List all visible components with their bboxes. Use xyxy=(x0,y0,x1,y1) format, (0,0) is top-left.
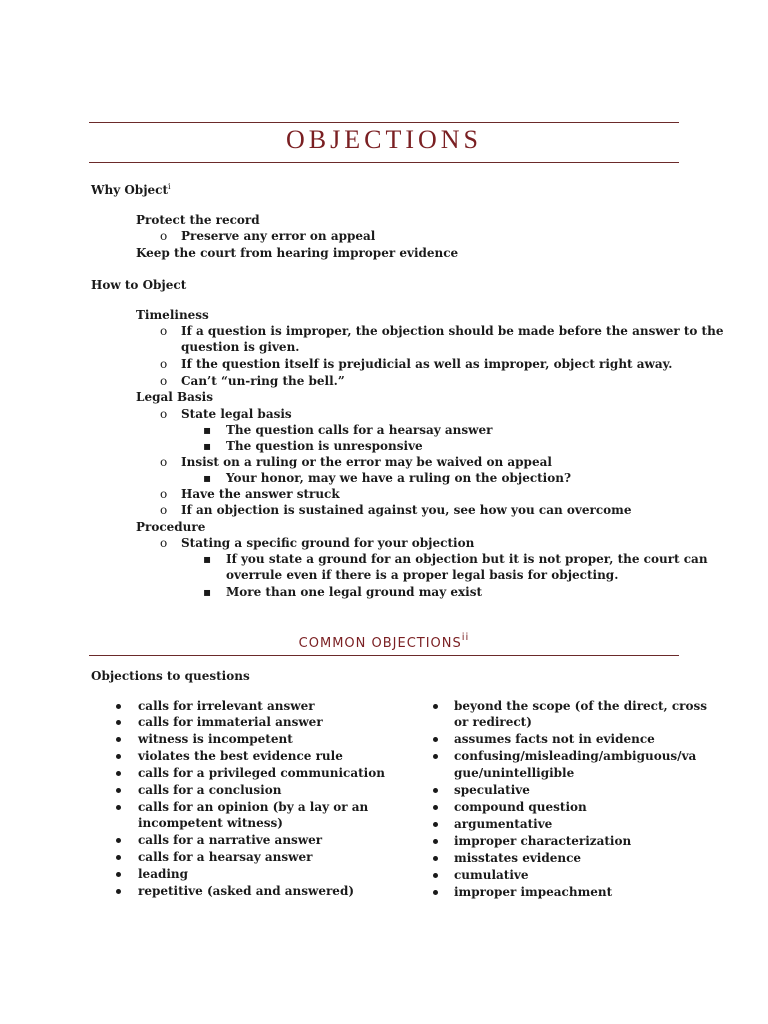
endnote-marker-i[interactable]: i xyxy=(168,182,171,191)
list-item: Your honor, may we have a ruling on the objection? xyxy=(226,471,571,485)
circle-bullet-icon: o xyxy=(160,536,168,550)
filled-square-bullet-icon: ▪ xyxy=(203,585,212,599)
circle-bullet-icon: o xyxy=(160,407,168,421)
list-item: compound question xyxy=(454,800,587,814)
circle-bullet-icon: o xyxy=(160,357,168,371)
bullet-dot-icon xyxy=(116,872,121,877)
circle-bullet-icon: o xyxy=(160,374,168,388)
list-item: calls for a narrative answer xyxy=(138,833,323,847)
list-item: More than one legal ground may exist xyxy=(226,585,483,599)
list-item: Can’t “un-ring the bell.” xyxy=(181,374,345,388)
common-objections-rule xyxy=(89,655,679,656)
bullet-dot-icon xyxy=(116,788,121,793)
list-item: If you state a ground for an objection but it is not proper, the court can xyxy=(226,552,708,566)
list-item: The question calls for a hearsay answer xyxy=(226,423,493,437)
bullet-dot-icon xyxy=(433,873,438,878)
bullet-dot-icon xyxy=(116,805,121,810)
list-item: Procedure xyxy=(136,520,206,534)
list-item: If a question is improper, the objection should be made before the answer to the xyxy=(181,324,724,338)
bullet-dot-icon xyxy=(116,855,121,860)
page-title: OBJECTIONS xyxy=(285,125,482,154)
bullet-dot-icon xyxy=(116,771,121,776)
list-item: calls for immaterial answer xyxy=(138,715,323,729)
list-item: leading xyxy=(138,867,189,881)
circle-bullet-icon: o xyxy=(160,503,168,517)
list-item: Stating a specific ground for your objection xyxy=(181,536,475,550)
bullet-dot-icon xyxy=(433,788,438,793)
list-item: violates the best evidence rule xyxy=(138,749,343,763)
title-bottom-rule xyxy=(89,162,679,163)
list-item-continued: incompetent witness) xyxy=(138,816,283,830)
list-item: calls for an opinion (by a lay or an xyxy=(138,800,369,814)
list-item: beyond the scope (of the direct, cross xyxy=(454,699,708,713)
list-item: Insist on a ruling or the error may be waived on appeal xyxy=(181,455,552,469)
bullet-dot-icon xyxy=(116,889,121,894)
circle-bullet-icon: o xyxy=(160,324,168,338)
circle-bullet-icon: o xyxy=(160,229,168,243)
list-item: calls for a privileged communication xyxy=(138,766,385,780)
endnote-marker-ii[interactable]: ii xyxy=(461,632,470,643)
list-item: State legal basis xyxy=(181,407,292,421)
bullet-dot-icon xyxy=(433,822,438,827)
bullet-dot-icon xyxy=(116,754,121,759)
filled-square-bullet-icon: ▪ xyxy=(203,471,212,485)
bullet-dot-icon xyxy=(433,856,438,861)
bullet-dot-icon xyxy=(433,839,438,844)
list-item: If an objection is sustained against you, see how you can overcome xyxy=(181,503,632,517)
list-item-continued: or redirect) xyxy=(454,715,532,729)
title-top-rule xyxy=(89,122,679,123)
list-item: calls for a conclusion xyxy=(138,783,282,797)
list-item: speculative xyxy=(454,783,530,797)
why-object-heading-text: Why Object xyxy=(91,183,169,197)
filled-square-bullet-icon: ▪ xyxy=(203,439,212,453)
list-item: Timeliness xyxy=(136,308,209,322)
list-item: The question is unresponsive xyxy=(226,439,423,453)
bullet-dot-icon xyxy=(433,737,438,742)
list-item: misstates evidence xyxy=(454,851,582,865)
list-item: Have the answer struck xyxy=(181,487,340,501)
list-item: Preserve any error on appeal xyxy=(181,229,376,243)
common-objections-heading xyxy=(89,632,679,651)
list-item: Keep the court from hearing improper evidence xyxy=(136,246,459,260)
objections-to-questions-heading: Objections to questions xyxy=(91,669,250,683)
list-item: cumulative xyxy=(454,868,529,882)
list-item: witness is incompetent xyxy=(138,732,293,746)
common-objections-heading-text: COMMON OBJECTIONS xyxy=(298,636,462,651)
list-item-continued: gue/unintelligible xyxy=(454,766,575,780)
bullet-dot-icon xyxy=(433,805,438,810)
list-item: If the question itself is prejudicial as well as improper, object right away. xyxy=(181,357,673,371)
bullet-dot-icon xyxy=(433,890,438,895)
bullet-dot-icon xyxy=(433,704,438,709)
bullet-dot-icon xyxy=(116,838,121,843)
circle-bullet-icon: o xyxy=(160,487,168,501)
list-item: improper impeachment xyxy=(454,885,613,899)
list-item: argumentative xyxy=(454,817,553,831)
list-item: confusing/misleading/ambiguous/va xyxy=(454,749,697,763)
bullet-dot-icon xyxy=(433,754,438,759)
why-object-heading xyxy=(91,182,171,197)
circle-bullet-icon: o xyxy=(160,455,168,469)
list-item: Protect the record xyxy=(136,213,260,227)
bullet-dot-icon xyxy=(116,737,121,742)
list-item: assumes facts not in evidence xyxy=(454,732,655,746)
list-item: Legal Basis xyxy=(136,390,213,404)
filled-square-bullet-icon: ▪ xyxy=(203,552,212,566)
list-item: improper characterization xyxy=(454,834,632,848)
list-item-continued: overrule even if there is a proper legal basis for objecting. xyxy=(226,568,619,582)
list-item: repetitive (asked and answered) xyxy=(138,884,355,898)
list-item: calls for a hearsay answer xyxy=(138,850,313,864)
filled-square-bullet-icon: ▪ xyxy=(203,423,212,437)
list-item-continued: question is given. xyxy=(181,340,300,354)
how-to-object-heading: How to Object xyxy=(91,278,187,292)
list-item: calls for irrelevant answer xyxy=(138,699,315,713)
bullet-dot-icon xyxy=(116,720,121,725)
bullet-dot-icon xyxy=(116,704,121,709)
